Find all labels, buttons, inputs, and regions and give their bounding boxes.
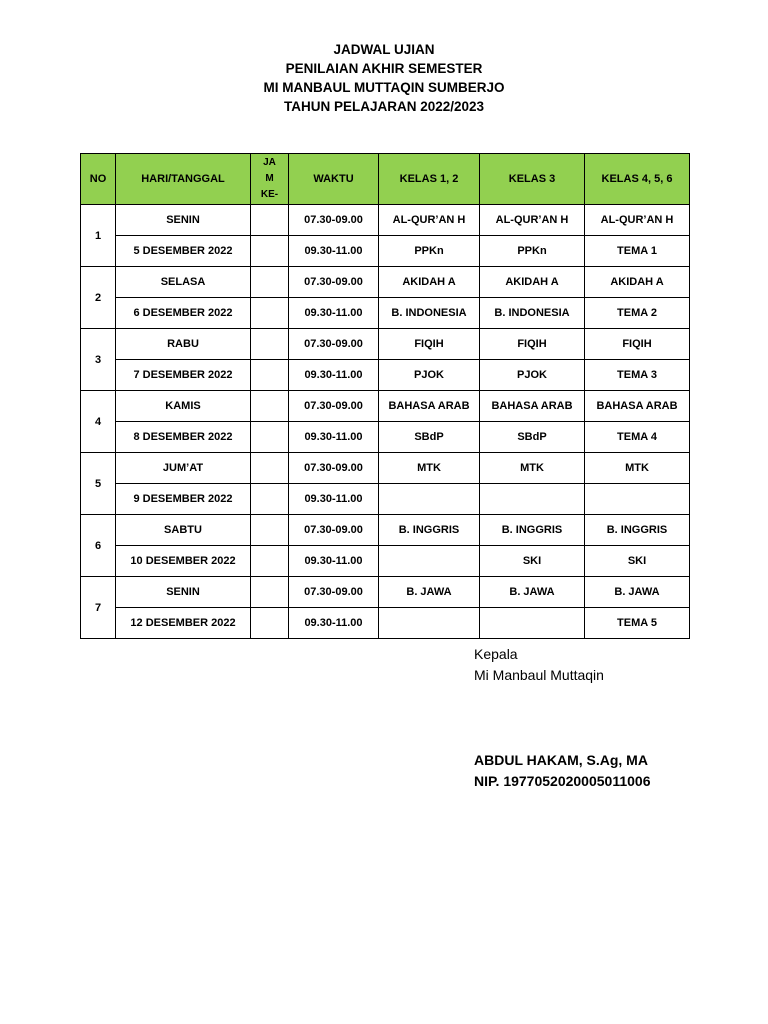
subject-kelas-1-2: AL-QUR’AN H <box>379 205 480 236</box>
subject-kelas-4-5-6: SKI <box>585 546 690 577</box>
subject-kelas-4-5-6: TEMA 3 <box>585 360 690 391</box>
subject-kelas-1-2 <box>379 484 480 515</box>
subject-kelas-1-2: SBdP <box>379 422 480 453</box>
subject-kelas-3: SBdP <box>480 422 585 453</box>
academic-year: TAHUN PELAJARAN 2022/2023 <box>283 99 485 114</box>
date-cell: 8 DESEMBER 2022 <box>116 422 251 453</box>
subject-kelas-3: B. INDONESIA <box>480 298 585 329</box>
time-cell: 07.30-09.00 <box>289 205 379 236</box>
subject-kelas-1-2: PJOK <box>379 360 480 391</box>
jam-cell <box>251 391 289 422</box>
time-cell: 09.30-11.00 <box>289 546 379 577</box>
time-cell: 07.30-09.00 <box>289 267 379 298</box>
subject-kelas-4-5-6: MTK <box>585 453 690 484</box>
jam-cell <box>251 329 289 360</box>
time-cell: 09.30-11.00 <box>289 236 379 267</box>
subject-kelas-4-5-6: TEMA 2 <box>585 298 690 329</box>
subject-kelas-3: B. INGGRIS <box>480 515 585 546</box>
subject-kelas-1-2: MTK <box>379 453 480 484</box>
table-row <box>81 484 690 515</box>
subject-kelas-1-2: FIQIH <box>379 329 480 360</box>
row-number: 3 <box>81 329 116 391</box>
day-cell: KAMIS <box>116 391 251 422</box>
jam-cell <box>251 515 289 546</box>
jam-cell <box>251 236 289 267</box>
day-cell: JUM’AT <box>116 453 251 484</box>
subject-kelas-1-2 <box>379 608 480 639</box>
signer-nip: NIP. 1977052020005011006 <box>474 773 651 789</box>
subject-kelas-1-2 <box>379 546 480 577</box>
subject-kelas-3: SKI <box>480 546 585 577</box>
doc-subtitle: PENILAIAN AKHIR SEMESTER <box>285 61 483 76</box>
row-number: 6 <box>81 515 116 577</box>
subject-kelas-1-2: BAHASA ARAB <box>379 391 480 422</box>
jam-cell <box>251 267 289 298</box>
school-name: MI MANBAUL MUTTAQIN SUMBERJO <box>263 80 505 95</box>
day-cell: SABTU <box>116 515 251 546</box>
jam-cell <box>251 546 289 577</box>
col-header-no: NO <box>81 154 116 205</box>
table-row <box>81 577 690 608</box>
jam-cell <box>251 577 289 608</box>
subject-kelas-3: FIQIH <box>480 329 585 360</box>
time-cell: 09.30-11.00 <box>289 608 379 639</box>
table-row <box>81 546 690 577</box>
date-cell: 5 DESEMBER 2022 <box>116 236 251 267</box>
col-header-day-date: HARI/TANGGAL <box>116 154 251 205</box>
table-row <box>81 515 690 546</box>
table-row <box>81 236 690 267</box>
table-row <box>81 391 690 422</box>
signer-institution: Mi Manbaul Muttaqin <box>474 667 604 683</box>
table-row <box>81 453 690 484</box>
signer-role: Kepala <box>474 646 518 662</box>
time-cell: 07.30-09.00 <box>289 391 379 422</box>
jam-header-line1: JA <box>263 157 276 168</box>
table-row <box>81 267 690 298</box>
col-header-waktu: WAKTU <box>289 154 379 205</box>
jam-header-line3: KE- <box>260 189 279 200</box>
date-cell: 10 DESEMBER 2022 <box>116 546 251 577</box>
day-cell: SENIN <box>116 205 251 236</box>
col-header-kelas-1-2: KELAS 1, 2 <box>379 154 480 205</box>
subject-kelas-3: AL-QUR’AN H <box>480 205 585 236</box>
row-number: 5 <box>81 453 116 515</box>
jam-cell <box>251 205 289 236</box>
jam-cell <box>251 298 289 329</box>
row-number: 2 <box>81 267 116 329</box>
jam-header-line2: M <box>265 173 274 184</box>
jam-cell <box>251 484 289 515</box>
exam-schedule-table <box>80 153 690 639</box>
subject-kelas-4-5-6: AL-QUR’AN H <box>585 205 690 236</box>
day-cell: SENIN <box>116 577 251 608</box>
row-number: 4 <box>81 391 116 453</box>
time-cell: 09.30-11.00 <box>289 484 379 515</box>
date-cell: 9 DESEMBER 2022 <box>116 484 251 515</box>
subject-kelas-4-5-6: BAHASA ARAB <box>585 391 690 422</box>
subject-kelas-3: PPKn <box>480 236 585 267</box>
subject-kelas-3: AKIDAH A <box>480 267 585 298</box>
signature-block-top <box>474 644 604 686</box>
time-cell: 07.30-09.00 <box>289 453 379 484</box>
signature-block-bottom <box>474 750 650 792</box>
subject-kelas-1-2: B. INGGRIS <box>379 515 480 546</box>
time-cell: 07.30-09.00 <box>289 329 379 360</box>
document-header <box>0 40 768 116</box>
signer-name: ABDUL HAKAM, S.Ag, MA <box>474 752 648 768</box>
table-row <box>81 205 690 236</box>
table-header-row <box>81 154 690 205</box>
time-cell: 07.30-09.00 <box>289 515 379 546</box>
table-row <box>81 298 690 329</box>
row-number: 1 <box>81 205 116 267</box>
time-cell: 09.30-11.00 <box>289 422 379 453</box>
date-cell: 7 DESEMBER 2022 <box>116 360 251 391</box>
subject-kelas-1-2: AKIDAH A <box>379 267 480 298</box>
table-row <box>81 360 690 391</box>
subject-kelas-3 <box>480 608 585 639</box>
day-cell: SELASA <box>116 267 251 298</box>
date-cell: 12 DESEMBER 2022 <box>116 608 251 639</box>
table-row <box>81 422 690 453</box>
subject-kelas-3: MTK <box>480 453 585 484</box>
subject-kelas-4-5-6: TEMA 1 <box>585 236 690 267</box>
subject-kelas-4-5-6: AKIDAH A <box>585 267 690 298</box>
time-cell: 07.30-09.00 <box>289 577 379 608</box>
subject-kelas-4-5-6 <box>585 484 690 515</box>
table-row <box>81 608 690 639</box>
col-header-kelas-3: KELAS 3 <box>480 154 585 205</box>
jam-cell <box>251 453 289 484</box>
subject-kelas-4-5-6: B. JAWA <box>585 577 690 608</box>
subject-kelas-4-5-6: B. INGGRIS <box>585 515 690 546</box>
subject-kelas-4-5-6: FIQIH <box>585 329 690 360</box>
subject-kelas-3: BAHASA ARAB <box>480 391 585 422</box>
subject-kelas-1-2: B. INDONESIA <box>379 298 480 329</box>
jam-cell <box>251 360 289 391</box>
doc-title: JADWAL UJIAN <box>333 42 435 57</box>
subject-kelas-1-2: PPKn <box>379 236 480 267</box>
table-row <box>81 329 690 360</box>
subject-kelas-3: PJOK <box>480 360 585 391</box>
time-cell: 09.30-11.00 <box>289 360 379 391</box>
subject-kelas-3 <box>480 484 585 515</box>
subject-kelas-4-5-6: TEMA 4 <box>585 422 690 453</box>
row-number: 7 <box>81 577 116 639</box>
subject-kelas-3: B. JAWA <box>480 577 585 608</box>
col-header-kelas-4-5-6: KELAS 4, 5, 6 <box>585 154 690 205</box>
subject-kelas-4-5-6: TEMA 5 <box>585 608 690 639</box>
jam-cell <box>251 422 289 453</box>
subject-kelas-1-2: B. JAWA <box>379 577 480 608</box>
jam-cell <box>251 608 289 639</box>
col-header-jam-ke <box>251 154 289 205</box>
time-cell: 09.30-11.00 <box>289 298 379 329</box>
date-cell: 6 DESEMBER 2022 <box>116 298 251 329</box>
day-cell: RABU <box>116 329 251 360</box>
